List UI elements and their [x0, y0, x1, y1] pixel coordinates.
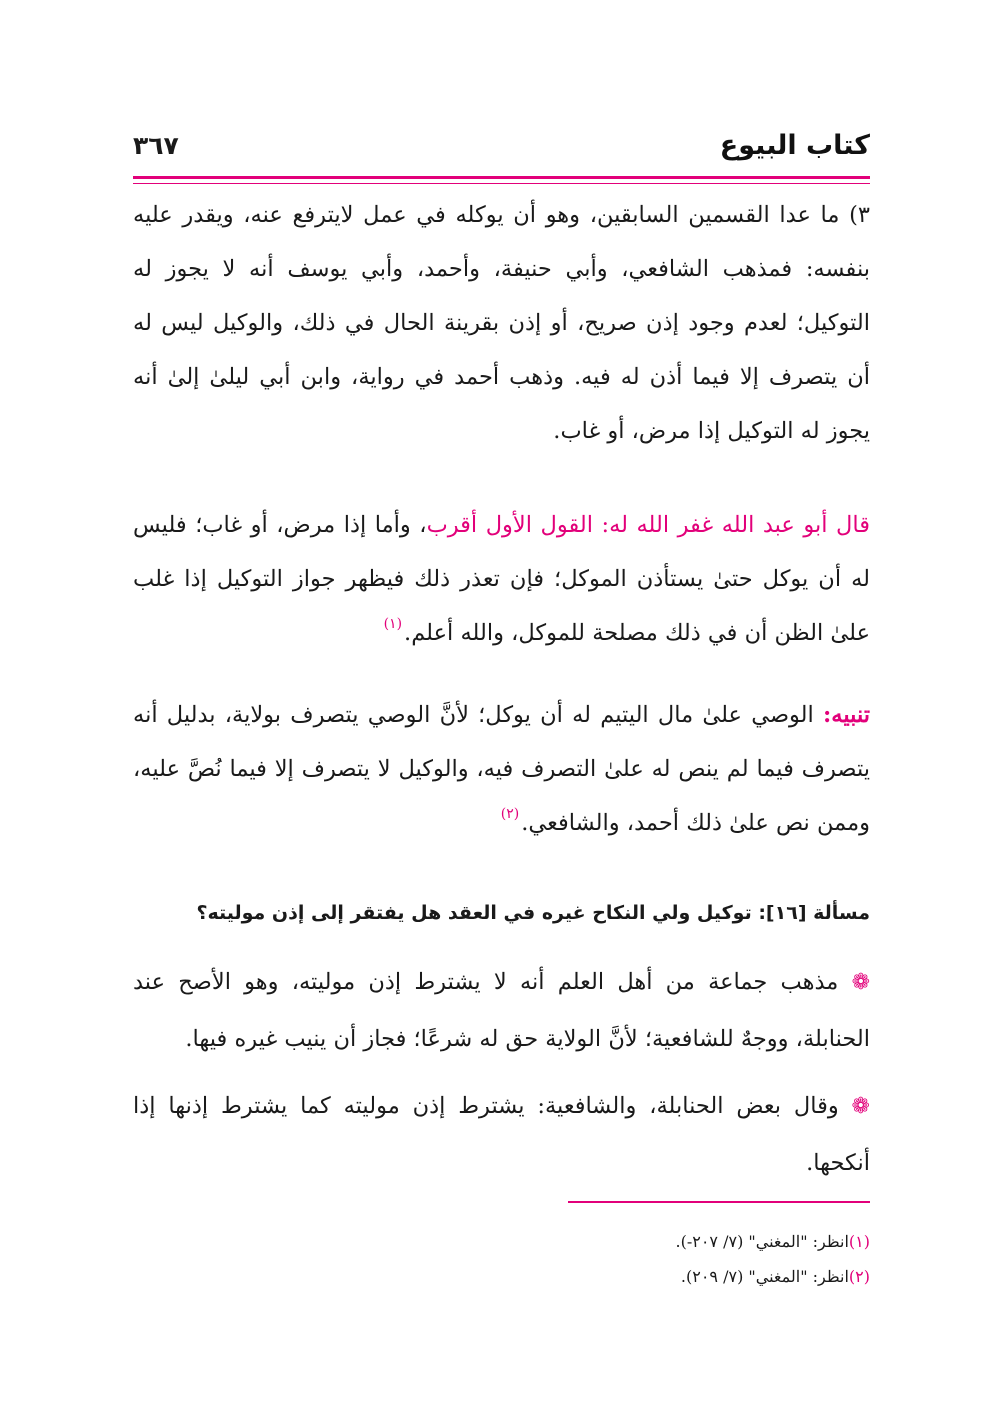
footnote-text: انظر: "المغني" (٧/ ٢٠٧-).	[675, 1232, 849, 1251]
opinion-1-text: مذهب جماعة من أهل العلم أنه لا يشترط إذن موليته، وهو الأصح عند الحنابلة، ووجهٌ للشافعية؛ لأنَّ الولاية حق له شرعًا؛ فجاز أن ينيب غيره فيها.	[133, 969, 870, 1052]
footnote-ref-1[interactable]: (١)	[383, 616, 403, 632]
paragraph-note	[133, 688, 870, 853]
flower-bullet-icon: ❁	[851, 970, 871, 995]
author-opinion-text: ، وأما إذا مرض، أو غاب؛ فليس له أن يوكل حتىٰ يستأذن الموكل؛ فإن تعذر ذلك فيظهر جواز التوكيل إذا غلب علىٰ الظن أن في ذلك مصلحة للموكل، والله أعلم.	[133, 512, 870, 646]
flower-bullet-icon: ❁	[851, 1094, 870, 1119]
footnote-separator	[568, 1201, 870, 1203]
opinion-2-text: وقال بعض الحنابلة، والشافعية: يشترط إذن موليته كما يشترط إذنها إذا أنكحها.	[133, 1093, 870, 1176]
footnote-text: انظر: "المغني" (٧/ ٢٠٩).	[680, 1267, 849, 1286]
preferred-opinion: القول الأول أقرب	[426, 512, 593, 538]
opinion-item-1	[133, 954, 870, 1067]
footnote-2	[300, 1265, 870, 1289]
footnote-number: (١)	[848, 1232, 870, 1251]
opinion-item-2	[133, 1078, 870, 1191]
footnote-ref-2[interactable]: (٢)	[500, 806, 520, 822]
page-number: ٣٦٧	[133, 131, 179, 160]
note-text: الوصي علىٰ مال اليتيم له أن يوكل؛ لأنَّ الوصي يتصرف بولاية، بدليل أنه يتصرف فيما لم ينص له علىٰ التصرف فيه، والوكيل لا يتصرف إلا فيما نُصَّ عليه، وممن نص علىٰ ذلك أحمد، والشافعي.	[133, 702, 870, 836]
book-title: كتاب البيوع	[719, 130, 870, 161]
paragraph-third-case: ٣) ما عدا القسمين السابقين، وهو أن يوكله في عمل لايترفع عنه، ويقدر عليه بنفسه: فمذهب الشافعي، وأبي حنيفة، وأحمد، وأبي يوسف أنه لا يجوز له التوكيل؛ لعدم وجود إذن صريح، أو إذن بقرينة الحال في ذلك، والوكيل ليس له أن يتصرف إلا فيما أذن له فيه. وذهب أحمد في رواية، وابن أبي ليلىٰ إلىٰ أنه يجوز له التوكيل إذا مرض، أو غاب.	[133, 202, 870, 444]
header-rule-thick	[133, 176, 870, 179]
paragraph-author-opinion	[133, 498, 870, 663]
header-rule-thin	[133, 183, 870, 184]
footnote-1	[300, 1230, 870, 1254]
author-label: قال أبو عبد الله غفر الله له:	[601, 512, 870, 538]
note-label: تنبيه:	[823, 702, 870, 728]
footnote-number: (٢)	[848, 1267, 870, 1286]
running-header	[133, 128, 870, 172]
issue-heading: مسألة [١٦]: توكيل ولي النكاح غيره في العقد هل يفتقر إلى إذن موليته؟	[196, 902, 870, 924]
